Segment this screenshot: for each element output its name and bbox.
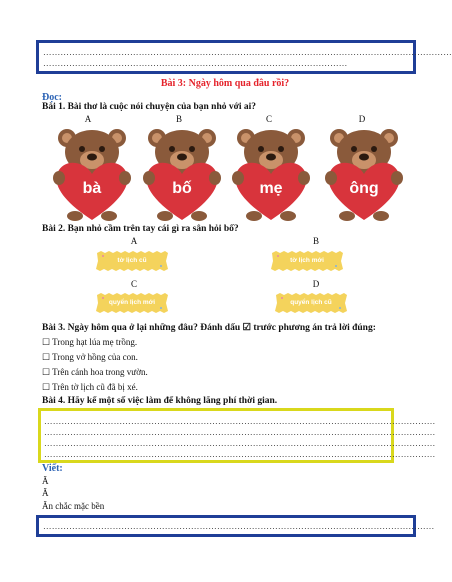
top-answer-box: [36, 40, 452, 74]
tag-option-b[interactable]: [270, 250, 344, 272]
bear-word: ông: [349, 180, 379, 197]
bear-option-a[interactable]: [53, 126, 131, 222]
writing-heading: Viết:: [42, 463, 63, 474]
option-letter: D: [312, 279, 320, 289]
option-letter: B: [312, 236, 319, 246]
writing-line: Ă: [42, 476, 49, 486]
tag-option-d[interactable]: [274, 292, 348, 314]
answer-line: ………………………………………………………………………………………………………………………: [43, 521, 435, 531]
option-letter: A: [84, 114, 92, 124]
checkbox-option[interactable]: ☐ Trong hạt lúa mẹ trồng.: [42, 337, 138, 347]
answer-line: ………………………………………………………………………………………………………………………: [44, 438, 436, 448]
tag-label: quyển lịch mới: [108, 299, 156, 306]
checkbox-option[interactable]: ☐ Trên cánh hoa trong vườn.: [42, 367, 148, 377]
bear-heart-icon: [325, 126, 403, 222]
answer-line: ………………………………………………………………………………………………………………………: [44, 427, 436, 437]
answer-line: ……………………………………………………………………………………………: [43, 58, 348, 68]
bear-word: mẹ: [259, 180, 283, 197]
option-letter: C: [130, 279, 137, 289]
answer-box[interactable]: [38, 408, 436, 463]
option-letter: A: [130, 236, 138, 246]
checkbox-option[interactable]: ☐ Trong vở hồng của con.: [42, 352, 138, 362]
option-letter: C: [265, 114, 272, 124]
bear-word: bà: [82, 180, 102, 197]
writing-line: Ă: [42, 488, 49, 498]
tag-label: tờ lịch mới: [290, 257, 324, 264]
checkbox-option[interactable]: ☐ Trên tờ lịch cũ đã bị xé.: [42, 382, 138, 392]
answer-line: ………………………………………………………………………………………………………………………: [44, 449, 436, 459]
lesson-title: Bài 3: Ngày hôm qua đâu rồi?: [160, 78, 290, 89]
bear-option-d[interactable]: [325, 126, 403, 222]
bear-option-c[interactable]: [232, 126, 310, 222]
question-3: Bài 3. Ngày hôm qua ở lại những đâu? Đánh dấu ☑ trước phương án trả lời đúng:: [42, 323, 376, 333]
tag-option-a[interactable]: [95, 250, 169, 272]
writing-line: Ăn chắc mặc bền: [42, 501, 105, 511]
bear-heart-icon: [53, 126, 131, 222]
option-letter: D: [358, 114, 366, 124]
tag-label: tờ lịch cũ: [117, 257, 147, 264]
question-1: Bài 1. Bài thơ là cuộc nói chuyện của bạn nhỏ với ai?: [42, 102, 257, 112]
bear-heart-icon: [143, 126, 221, 222]
bear-option-b[interactable]: [143, 126, 221, 222]
option-letter: B: [175, 114, 182, 124]
answer-line: ……………………………………………………………………………………………………………………………: [43, 47, 452, 57]
bottom-answer-box: [36, 515, 435, 537]
bear-word: bố: [172, 180, 192, 197]
answer-line: ………………………………………………………………………………………………………………………: [44, 416, 436, 426]
tag-label: quyển lịch cũ: [290, 299, 332, 306]
tag-option-c[interactable]: [95, 292, 169, 314]
question-4: Bài 4. Hãy kể một số việc làm để không lãng phí thời gian.: [42, 396, 278, 406]
reading-heading: Đọc:: [42, 92, 62, 103]
bear-heart-icon: [232, 126, 310, 222]
question-2: Bài 2. Bạn nhỏ cầm trên tay cái gì ra sân hỏi bố?: [42, 224, 239, 234]
